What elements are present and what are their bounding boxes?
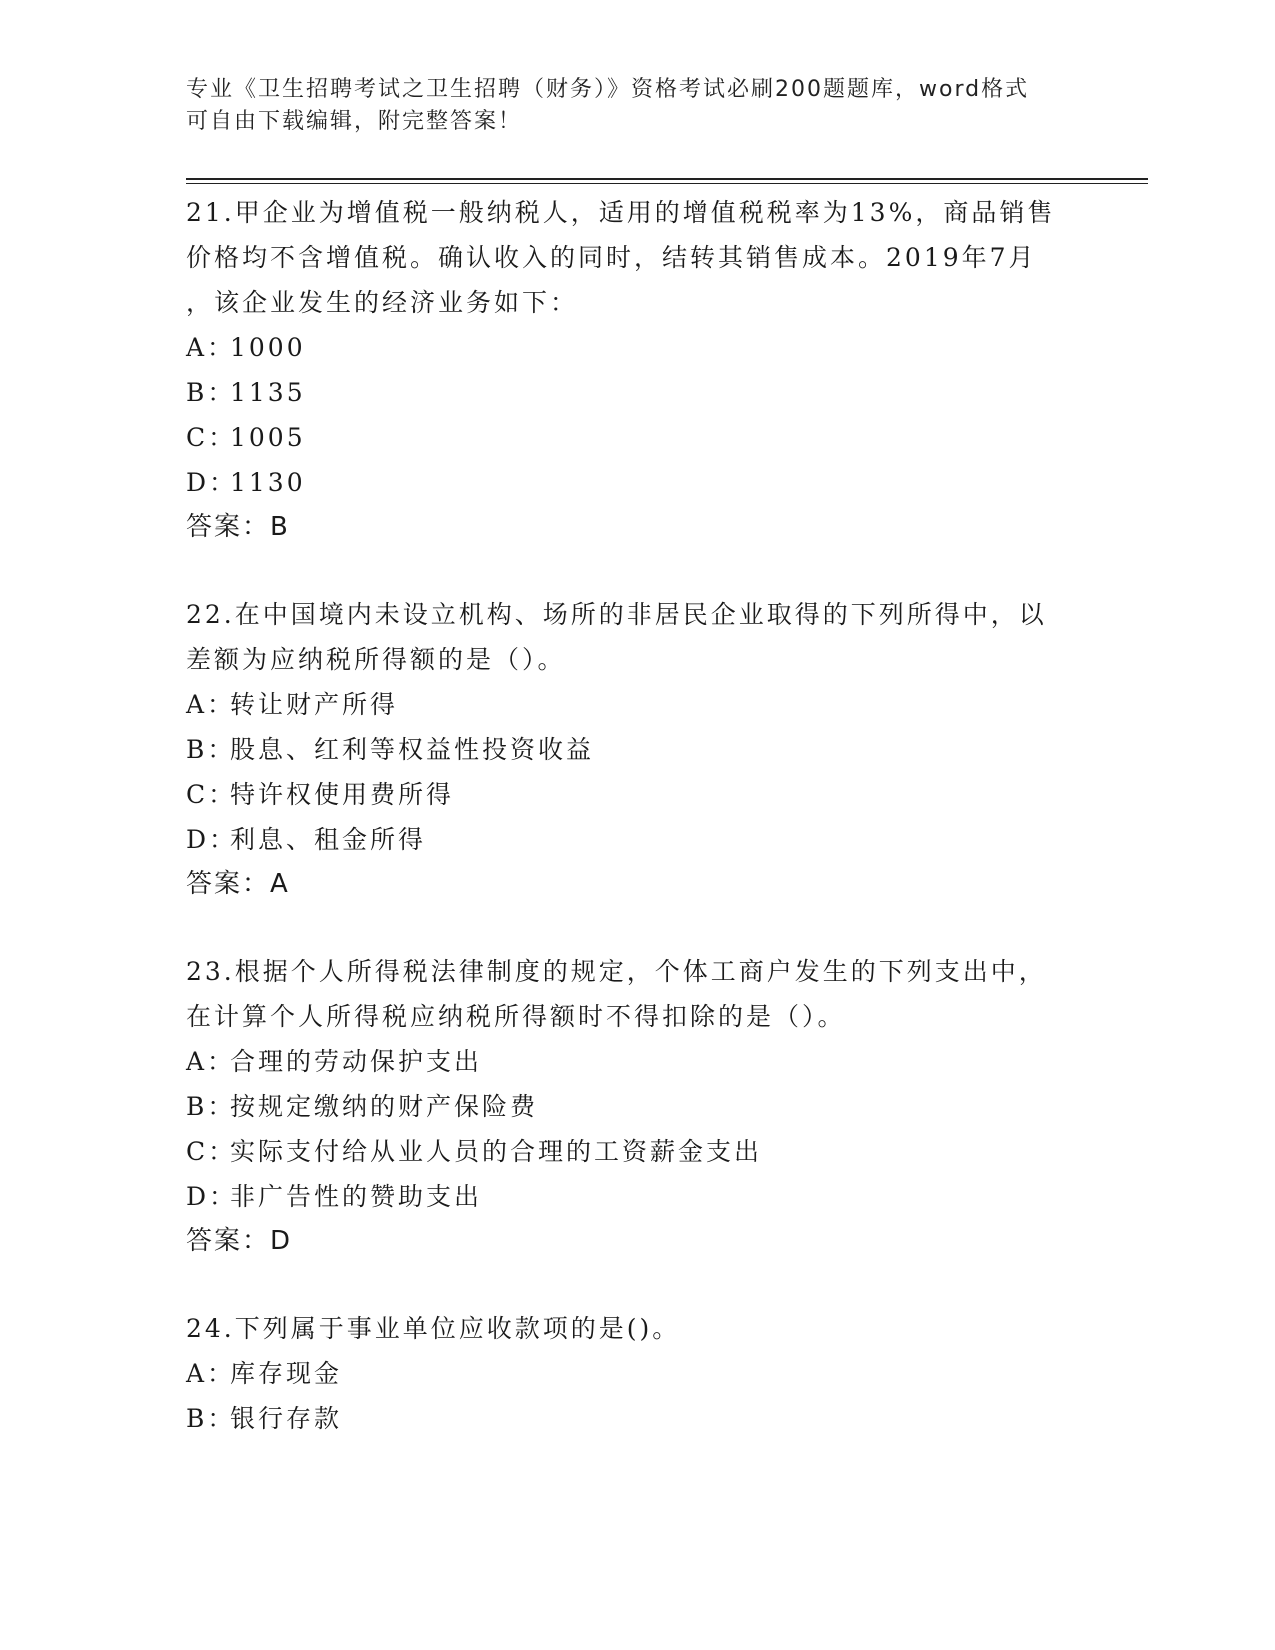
- option-d: [186, 1174, 1066, 1219]
- option-text: 合理的劳动保护支出: [230, 1047, 483, 1076]
- question-23: [186, 949, 1066, 1264]
- question-22: [186, 592, 1066, 907]
- option-text: 1000: [230, 333, 306, 362]
- option-d: [186, 817, 1066, 862]
- option-key: A：: [186, 690, 236, 719]
- question-stem: [186, 1306, 1066, 1351]
- option-a: [186, 682, 1066, 727]
- header-line-1: 专业《卫生招聘考试之卫生招聘（财务）》资格考试必刷200题题库，word格式: [186, 77, 1030, 102]
- question-stem-line: 在计算个人所得税应纳税所得额时不得扣除的是（）。: [186, 1002, 846, 1031]
- question-stem-line: 差额为应纳税所得额的是（）。: [186, 645, 566, 674]
- option-c: [186, 772, 1066, 817]
- header-divider: [186, 178, 1148, 180]
- option-key: C：: [186, 780, 237, 809]
- question-stem: [186, 190, 1066, 325]
- header-line-2: 可自由下载编辑，附完整答案！: [186, 109, 523, 134]
- option-key: C：: [186, 1137, 237, 1166]
- question-stem-line: 24.下列属于事业单位应收款项的是()。: [186, 1314, 681, 1343]
- option-text: 库存现金: [230, 1359, 343, 1388]
- question-stem-line: ，该企业发生的经济业务如下：: [186, 288, 579, 317]
- option-d: [186, 460, 1066, 505]
- option-text: 股息、红利等权益性投资收益: [230, 735, 595, 764]
- option-text: 1130: [230, 468, 306, 497]
- document-header: [186, 74, 1086, 138]
- question-stem-line: 价格均不含增值税。确认收入的同时，结转其销售成本。2019年7月: [186, 243, 1037, 272]
- option-text: 按规定缴纳的财产保险费: [230, 1092, 539, 1121]
- answer-label: 答案：B: [186, 512, 290, 542]
- option-a: [186, 325, 1066, 370]
- option-key: A：: [186, 333, 236, 362]
- question-stem: [186, 949, 1066, 1039]
- option-key: B：: [186, 735, 236, 764]
- question-stem: [186, 592, 1066, 682]
- option-key: B：: [186, 378, 236, 407]
- question-stem-line: 21.甲企业为增值税一般纳税人，适用的增值税税率为13%，商品销售: [186, 198, 1056, 227]
- option-key: B：: [186, 1092, 236, 1121]
- question-21: [186, 190, 1066, 550]
- question-list: [186, 190, 1066, 1483]
- option-b: [186, 727, 1066, 772]
- option-text: 银行存款: [230, 1404, 343, 1433]
- question-stem-line: 23.根据个人所得税法律制度的规定，个体工商户发生的下列支出中，: [186, 957, 1047, 986]
- option-text: 特许权使用费所得: [230, 780, 455, 809]
- option-key: B：: [186, 1404, 236, 1433]
- option-key: A：: [186, 1359, 236, 1388]
- header-divider-thin: [186, 183, 1148, 184]
- option-b: [186, 1084, 1066, 1129]
- question-stem-line: 22.在中国境内未设立机构、场所的非居民企业取得的下列所得中，以: [186, 600, 1047, 629]
- option-text: 利息、租金所得: [230, 825, 427, 854]
- option-b: [186, 1396, 1066, 1441]
- option-text: 1005: [230, 423, 306, 452]
- option-key: D：: [186, 468, 238, 497]
- option-key: A：: [186, 1047, 236, 1076]
- option-key: D：: [186, 1182, 238, 1211]
- answer-label: 答案：D: [186, 1226, 293, 1256]
- option-a: [186, 1351, 1066, 1396]
- option-text: 实际支付给从业人员的合理的工资薪金支出: [230, 1137, 763, 1166]
- option-text: 1135: [230, 378, 306, 407]
- option-c: [186, 415, 1066, 460]
- option-key: C：: [186, 423, 237, 452]
- option-key: D：: [186, 825, 238, 854]
- answer-label: 答案：A: [186, 869, 290, 899]
- option-b: [186, 370, 1066, 415]
- question-24: [186, 1306, 1066, 1441]
- option-a: [186, 1039, 1066, 1084]
- option-c: [186, 1129, 1066, 1174]
- option-text: 转让财产所得: [230, 690, 399, 719]
- option-text: 非广告性的赞助支出: [230, 1182, 483, 1211]
